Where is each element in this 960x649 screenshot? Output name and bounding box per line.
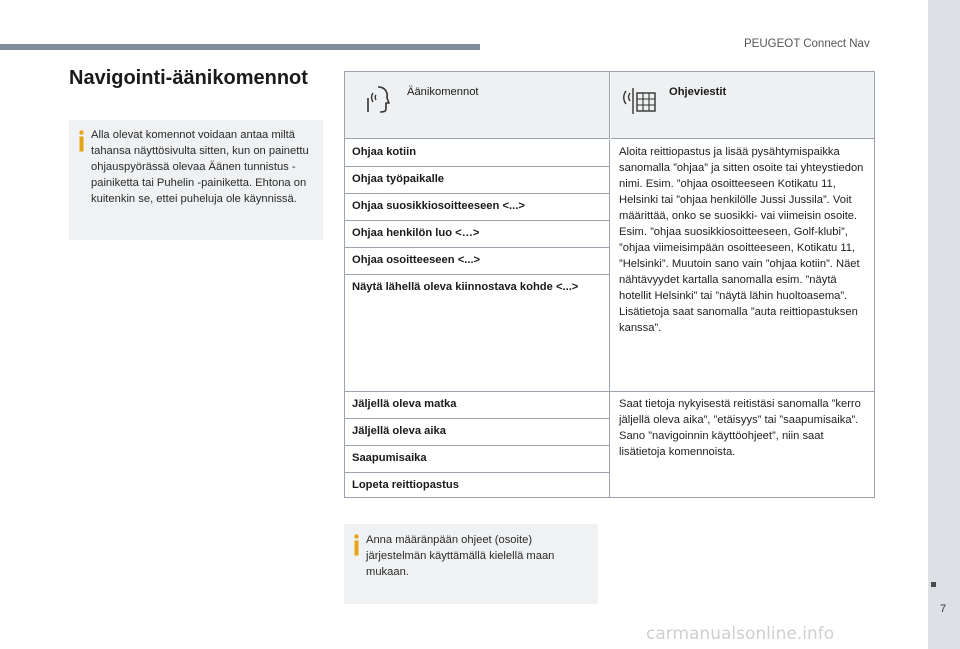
info-icon: [78, 130, 85, 152]
command-label: Jäljellä oleva aika: [352, 425, 446, 437]
help-text-route-info: Saat tietoja nykyisestä reitistäsi sanomalla ”kerro jäljellä oleva aika”, ”etäisyys” tai ”saapumisaika”. Sano ”navigoinnin käyttöohjeet”, niin saat lisätietoja komennoista.: [619, 398, 861, 458]
table-row: [345, 248, 610, 275]
header-help-label: Ohjeviestit: [669, 86, 727, 98]
table-row: [345, 446, 610, 473]
info-note-top: [69, 120, 323, 240]
table-row: [345, 167, 610, 194]
voice-command-table: [344, 71, 875, 498]
command-label: Ohjaa henkilön luo <…>: [352, 227, 480, 239]
table-header-help: [611, 72, 874, 139]
command-label: Lopeta reittiopastus: [352, 479, 459, 491]
page-number: 7: [940, 603, 947, 615]
table-row: [345, 392, 610, 419]
table-header-commands: [345, 72, 610, 139]
watermark: carmanualsonline.info: [646, 624, 835, 644]
voice-command-icon: [363, 84, 395, 116]
table-row: [345, 140, 610, 167]
info-note-text: Alla olevat komennot voidaan antaa miltä tahansa näyttösivulta sitten, kun on painettu ohjauspyörässä olevaa Äänen tunnistus -painiketta tai Puhelin -painiketta. Ehtona on kuitenkin se, ettei puheluja ole käynnissä.: [91, 129, 309, 205]
table-row: [345, 275, 610, 392]
command-label: Ohjaa kotiin: [352, 146, 417, 158]
help-text-navigation: Aloita reittiopastus ja lisää pysähtymispaikka sanomalla ”ohjaa” ja sitten osoite tai yhteystiedon nimi. Esim. ”ohjaa osoitteeseen Kotikatu 11, Helsinki tai ”ohjaa henkilölle Jussi Jussila”. Voit määrittää, onko se suosikki- vai viimeisin osoite. Esim. ”ohjaa suosikkiosoitteeseen, Golf-klubi”, ”ohjaa viimeisimpään osoitteeseen, Kotikatu 11, ”Helsinki”. Muutoin sano vain ”ohjaa kotiin”. Näet nähtävyydet kartalla sanomalla esim. ”näytä hotellit Helsinki” tai ”näytä lähin huoltoasema”. Lisätietoja saat sanomalla ”auta reittiopastuksen kanssa”.: [619, 146, 864, 334]
command-label: Ohjaa osoitteeseen <...>: [352, 254, 481, 266]
command-label: Jäljellä oleva matka: [352, 398, 457, 410]
command-label: Ohjaa suosikkiosoitteeseen <...>: [352, 200, 525, 212]
info-note-bottom: [344, 524, 598, 604]
header-commands-label: Äänikomennot: [407, 86, 479, 98]
help-messages-icon: [621, 82, 659, 118]
info-icon: [353, 534, 360, 556]
table-row: [345, 419, 610, 446]
header-rule: [0, 44, 480, 50]
table-row: [345, 473, 610, 497]
command-label: Saapumisaika: [352, 452, 427, 464]
page-edge-strip: [928, 0, 960, 649]
table-row: [345, 221, 610, 248]
command-label: Ohjaa työpaikalle: [352, 173, 445, 185]
command-label: Näytä lähellä oleva kiinnostava kohde <...>: [352, 281, 579, 293]
info-note-text: Anna määränpään ohjeet (osoite) järjestelmän käyttämällä kielellä maan mukaan.: [366, 534, 555, 578]
running-head: PEUGEOT Connect Nav: [744, 38, 870, 50]
table-row: [345, 194, 610, 221]
page-title: Navigointi-äänikomennot: [69, 67, 308, 89]
page-marker-square: [931, 582, 936, 587]
